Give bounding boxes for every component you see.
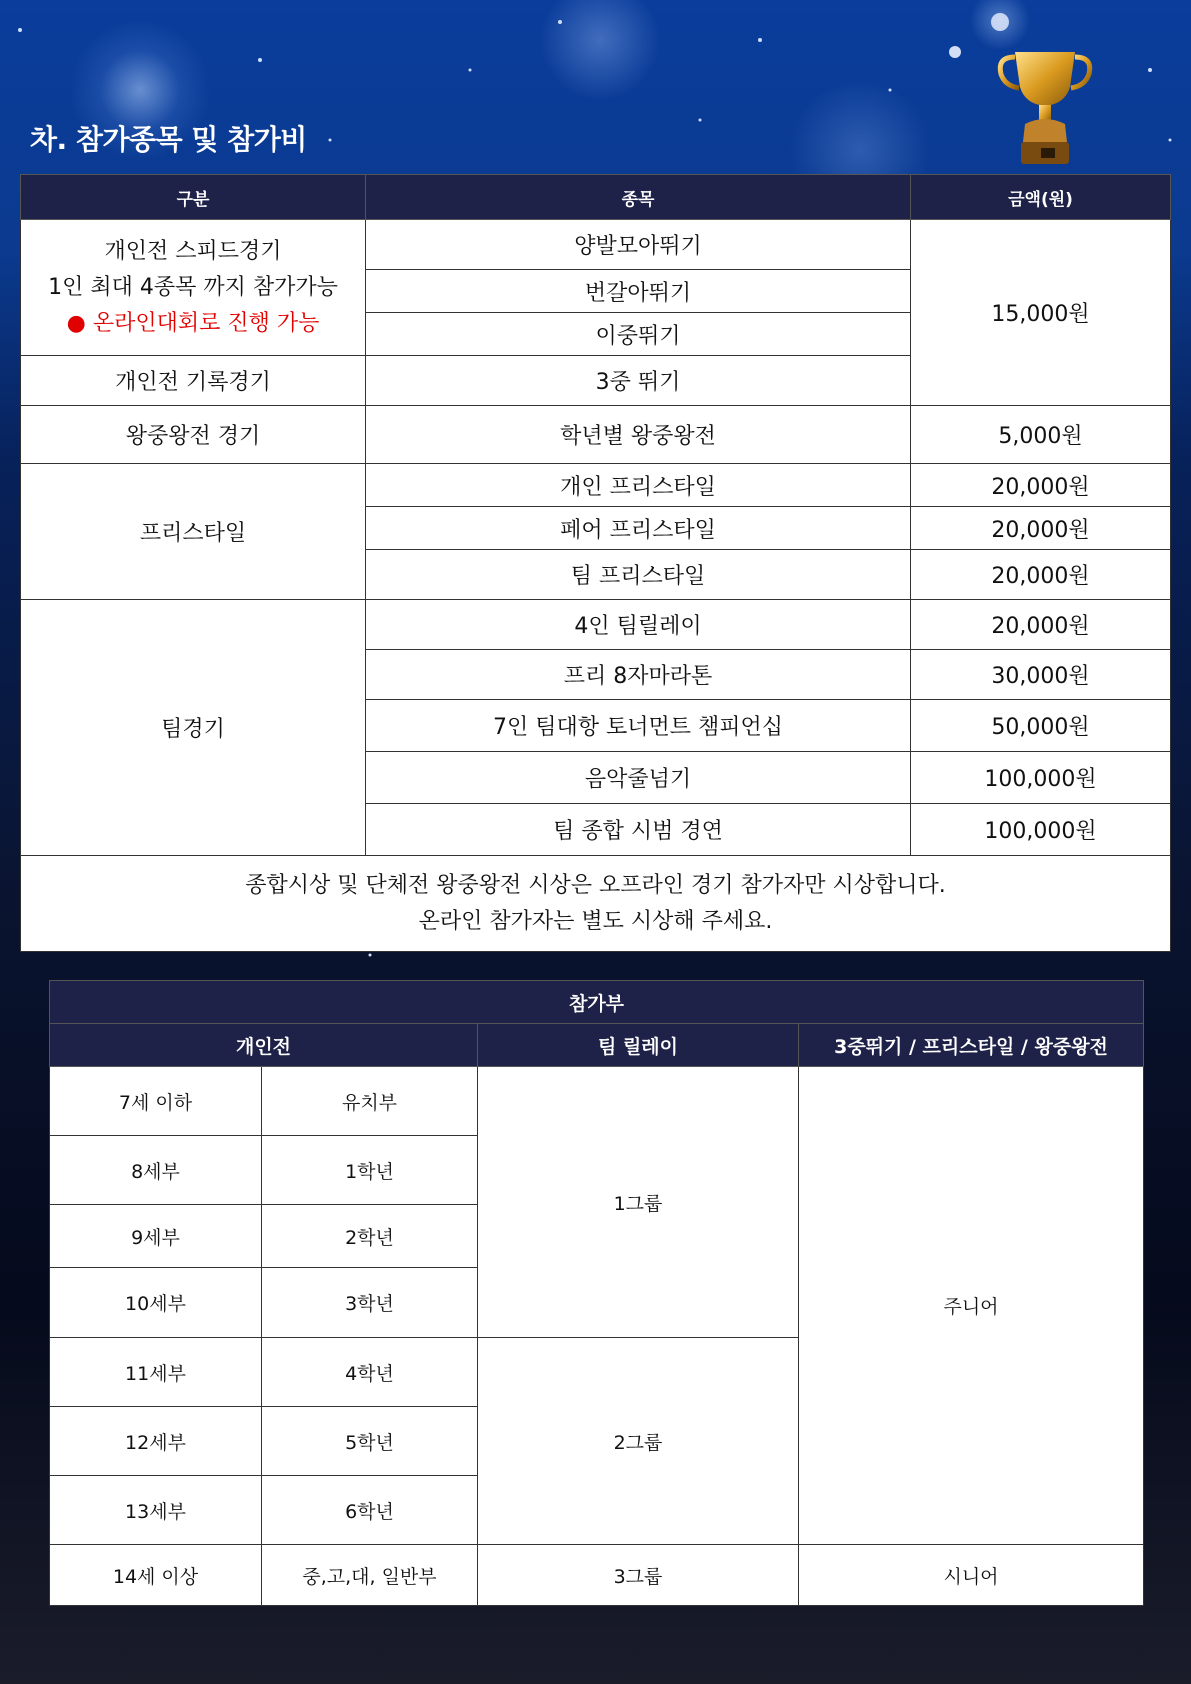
event-cell: 4인 팀릴레이 bbox=[366, 600, 911, 650]
event-cell: 번갈아뛰기 bbox=[366, 270, 911, 313]
age-cell: 10세부 bbox=[50, 1268, 262, 1338]
table-row bbox=[50, 1545, 1144, 1606]
age-cell: 7세 이하 bbox=[50, 1067, 262, 1136]
fee-header-row bbox=[21, 175, 1171, 220]
division-table bbox=[49, 980, 1144, 1606]
speed-category-cell bbox=[21, 220, 366, 356]
table-row bbox=[50, 1067, 1144, 1136]
relay-group-cell: 3그룹 bbox=[478, 1545, 799, 1606]
grade-cell: 1학년 bbox=[262, 1136, 478, 1205]
event-cell: 양발모아뛰기 bbox=[366, 220, 911, 270]
relay-group-cell: 1그룹 bbox=[478, 1067, 799, 1338]
header-event: 종목 bbox=[366, 175, 911, 220]
price-cell: 50,000원 bbox=[911, 700, 1171, 752]
price-cell: 20,000원 bbox=[911, 600, 1171, 650]
table-row bbox=[21, 600, 1171, 650]
header-price: 금액(원) bbox=[911, 175, 1171, 220]
table-row bbox=[21, 464, 1171, 507]
grade-cell: 2학년 bbox=[262, 1205, 478, 1268]
section-title: 차. 참가종목 및 참가비 bbox=[30, 123, 307, 156]
table-row bbox=[21, 406, 1171, 464]
level-cell: 시니어 bbox=[799, 1545, 1144, 1606]
footer-note-line: 온라인 참가자는 별도 시상해 주세요. bbox=[418, 908, 773, 934]
price-cell: 100,000원 bbox=[911, 804, 1171, 856]
event-cell: 팀 프리스타일 bbox=[366, 550, 911, 600]
footer-note-cell bbox=[21, 856, 1171, 952]
event-cell: 7인 팀대항 토너먼트 챔피언십 bbox=[366, 700, 911, 752]
event-cell: 학년별 왕중왕전 bbox=[366, 406, 911, 464]
event-cell: 개인 프리스타일 bbox=[366, 464, 911, 507]
speed-price-cell: 15,000원 bbox=[911, 220, 1171, 406]
event-cell: 음악줄넘기 bbox=[366, 752, 911, 804]
event-cell: 프리 8자마라톤 bbox=[366, 650, 911, 700]
price-cell: 100,000원 bbox=[911, 752, 1171, 804]
grade-cell: 유치부 bbox=[262, 1067, 478, 1136]
grade-cell: 4학년 bbox=[262, 1338, 478, 1407]
header-individual: 개인전 bbox=[50, 1024, 478, 1067]
grade-cell: 6학년 bbox=[262, 1476, 478, 1545]
trophy-icon bbox=[995, 42, 1095, 172]
grade-cell: 중,고,대, 일반부 bbox=[262, 1545, 478, 1606]
age-cell: 8세부 bbox=[50, 1136, 262, 1205]
age-cell: 9세부 bbox=[50, 1205, 262, 1268]
online-note: ● 온라인대회로 진행 가능 bbox=[66, 310, 320, 336]
level-cell: 주니어 bbox=[799, 1067, 1144, 1545]
header-category: 구분 bbox=[21, 175, 366, 220]
relay-group-cell: 2그룹 bbox=[478, 1338, 799, 1545]
table-row bbox=[21, 220, 1171, 270]
speed-category-label: 개인전 스피드경기 bbox=[104, 238, 282, 264]
category-cell: 프리스타일 bbox=[21, 464, 366, 600]
price-cell: 30,000원 bbox=[911, 650, 1171, 700]
category-cell: 왕중왕전 경기 bbox=[21, 406, 366, 464]
category-cell: 팀경기 bbox=[21, 600, 366, 856]
footer-row bbox=[21, 856, 1171, 952]
speed-limit-label: 1인 최대 4종목 까지 참가가능 bbox=[48, 274, 338, 300]
price-cell: 5,000원 bbox=[911, 406, 1171, 464]
header-level: 3중뛰기 / 프리스타일 / 왕중왕전 bbox=[799, 1024, 1144, 1067]
category-cell: 개인전 기록경기 bbox=[21, 356, 366, 406]
grade-cell: 5학년 bbox=[262, 1407, 478, 1476]
price-cell: 20,000원 bbox=[911, 550, 1171, 600]
age-cell: 14세 이상 bbox=[50, 1545, 262, 1606]
event-cell: 이중뛰기 bbox=[366, 313, 911, 356]
division-title: 참가부 bbox=[50, 981, 1144, 1024]
age-cell: 11세부 bbox=[50, 1338, 262, 1407]
age-cell: 13세부 bbox=[50, 1476, 262, 1545]
grade-cell: 3학년 bbox=[262, 1268, 478, 1338]
header-relay: 팀 릴레이 bbox=[478, 1024, 799, 1067]
footer-note-line: 종합시상 및 단체전 왕중왕전 시상은 오프라인 경기 참가자만 시상합니다. bbox=[245, 872, 946, 898]
division-header-row bbox=[50, 1024, 1144, 1067]
price-cell: 20,000원 bbox=[911, 507, 1171, 550]
division-title-row bbox=[50, 981, 1144, 1024]
age-cell: 12세부 bbox=[50, 1407, 262, 1476]
fee-table bbox=[20, 174, 1171, 952]
price-cell: 20,000원 bbox=[911, 464, 1171, 507]
event-cell: 팀 종합 시범 경연 bbox=[366, 804, 911, 856]
event-cell: 3중 뛰기 bbox=[366, 356, 911, 406]
event-cell: 페어 프리스타일 bbox=[366, 507, 911, 550]
